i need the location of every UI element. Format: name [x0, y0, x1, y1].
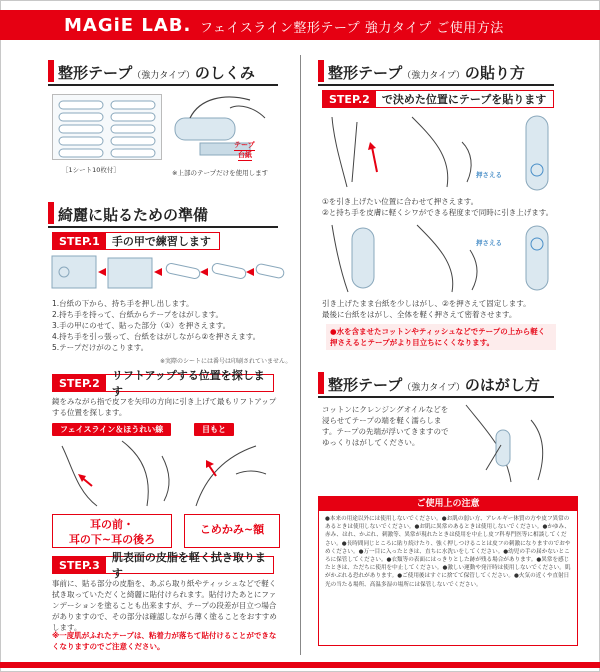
area-ear: 耳の前・ 耳の下~耳の後ろ: [52, 514, 172, 548]
apply-illustration-2: [322, 220, 502, 294]
step2-tag: STEP.2: [53, 375, 106, 391]
step2-banner: [52, 369, 274, 398]
step3-warning: ※一度肌がふれたテープは、粘着力が落ちて貼付けることができなくなりますのでご注意ください。: [52, 631, 277, 651]
section-underline: [318, 84, 554, 86]
apply-caption-1: [322, 196, 558, 218]
step1-item: 2.持ち手を持って、台紙からテープをはがします。: [52, 310, 224, 319]
upper-tape-caption: ※上部のテープだけを使用します: [172, 169, 269, 177]
brand-logo: MAGiE LAB.: [64, 15, 192, 36]
apply-caption-2: [322, 298, 558, 320]
tape-diagram-2: [520, 222, 556, 294]
label-paper: 台紙: [238, 151, 252, 159]
section-underline: [318, 396, 554, 398]
eye-area-illustration: [186, 436, 284, 512]
step3-tag: STEP.3: [53, 557, 106, 573]
apply-caption-line: ②と持ち手を皮膚に軽くシワができる程度まで同時に引き上げます。: [322, 208, 554, 217]
tape-peel-illustration: [170, 88, 270, 158]
section-title-remove: 整形テープ（強力タイプ）のはがし方: [328, 376, 540, 394]
step1-item: 1.台紙の下から、持ち手を押し出します。: [52, 299, 194, 308]
column-divider: [300, 55, 301, 655]
faceline-illustration: [52, 436, 182, 512]
apply-caption-line: ①を引き上げたい位置に合わせて押さえます。: [322, 197, 479, 206]
tape-diagram-1: [520, 112, 556, 194]
tape-sheet-illustration: [52, 94, 162, 160]
step3-text: 肌表面の皮脂を軽く拭き取ります: [111, 551, 266, 580]
apply-step-banner: [322, 90, 554, 108]
step3-banner: [52, 551, 274, 580]
print-note: ※実際のシートには番号は印刷されていません。: [160, 358, 292, 365]
section-title-preparation: 綺麗に貼るための準備: [58, 206, 209, 224]
section-marker: [48, 202, 54, 224]
section-underline: [48, 226, 278, 228]
caution-box: [318, 496, 578, 646]
press-label-2: 押さえる: [476, 239, 502, 247]
label-tape: テープ: [234, 141, 255, 149]
practice-steps-illustration: [50, 252, 286, 294]
remove-illustration: [456, 400, 556, 486]
section-title-apply: 整形テープ（強力タイプ）の貼り方: [328, 64, 525, 82]
section-marker: [48, 60, 54, 82]
step3-description: 事前に、貼る部分の皮脂を、あぶら取り紙やティッシュなどで軽く拭き取っていただくと綺麗に貼付けられます。貼付けたあとにファンデーションを塗ることも出来ますが、テープの段差が目立つ場合がありますので、その部分は確認しながら薄く塗ることをおすすめします。: [52, 579, 277, 632]
label-faceline: フェイスライン＆ほうれい線: [52, 423, 171, 436]
step1-item: 3.手の甲にのせて、貼った部分（①）を押さえます。: [52, 321, 231, 330]
apply-caption-line: 最後に台紙をはがし、全体を軽く押さえて密着させます。: [322, 310, 517, 319]
area-temple: こめかみ~額: [184, 514, 280, 548]
caution-title: ご使用上の注意: [319, 497, 577, 511]
page-title: フェイスライン整形テープ 強力タイプ ご使用方法: [200, 21, 504, 36]
step1-text: 手の甲で練習します: [111, 235, 211, 248]
apply-step-tag: STEP.2: [323, 91, 376, 107]
apply-warning: ●水を含ませたコットンやティッシュなどでテープの上から軽く押さえるとテープがより目立ちにくくなります。: [326, 324, 556, 350]
remove-description: コットンにクレンジングオイルなどを浸らせてテープの端を軽く濡らします。テープの先端が浮いてきますのでゆっくりはがしてください。: [322, 405, 449, 447]
press-label-1: 押さえる: [476, 171, 502, 179]
step1-banner: [52, 232, 220, 250]
footer-band: [0, 662, 600, 668]
apply-illustration-1: [322, 112, 502, 192]
section-marker: [318, 372, 324, 394]
step2-text: リフトアップする位置を探します: [111, 369, 265, 398]
label-eye: 目もと: [194, 423, 234, 436]
apply-caption-line: 引き上げたまま台紙を少しはがし、②を押さえて固定します。: [322, 299, 531, 308]
section-underline: [48, 84, 278, 86]
step2-description: 鏡をみながら指で皮フを矢印の方向に引き上げて最もリフトアップする位置を探します。: [52, 397, 277, 417]
step1-instructions: [52, 298, 288, 353]
section-title-mechanism: 整形テープ（強力タイプ）のしくみ: [58, 64, 255, 82]
sheet-caption: ［1シート10枚付］: [62, 166, 120, 174]
apply-step-text: で決めた位置にテープを貼ります: [381, 93, 547, 106]
section-marker: [318, 60, 324, 82]
step1-tag: STEP.1: [53, 233, 106, 249]
step1-item: 5.テープだけがのこります。: [52, 343, 149, 352]
caution-text: ●本来の用途以外には使用しないでください。●お肌の弱い方、アレルギー体質の方や皮フ異常のあるときは使用しないでください。●お肌に異常のあるときは使用しないでください。●かゆみ、赤み、はれ、かぶれ、刺激等、異常が現れたときは使用を中止し皮フ科専門医等に相談してください。●長時間同じところに貼り続けたり、強く押しつけることは皮フの刺激になりますのでおやめください。●万一目に入ったときは、直ちに水洗いをしてください。●幼児の手の届かないところに保管してください。●衣類等の表面にはっきりとした跡が残る場合があります。●異常を感じたときは、ただちに使用を中止してください。●激しい運動や発汗時は使用しないでください。肌がかぶれる恐れがあります。●ご使用後はすぐに捨てて保管してください。●火気の近くや直射日光の当たる場所、高温多湿の場所には保管しないでください。: [325, 516, 571, 588]
step1-item: 4.持ち手を引っ張って、台紙をはがしながら②を押さえます。: [52, 332, 261, 341]
